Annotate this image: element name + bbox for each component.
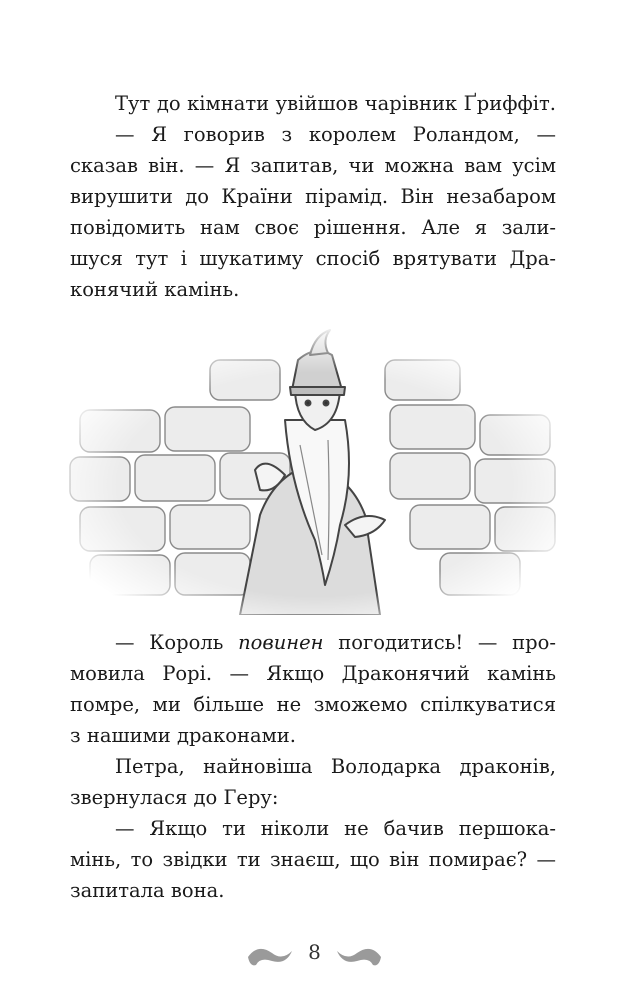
text-fragment: — Король — [115, 631, 239, 654]
text-line: помре, ми більше не зможемо спілкуватися — [70, 693, 556, 716]
text-line: — Я говорив з королем Роландом, — — [115, 123, 556, 146]
text-line: Тут до кімнати увійшов чарівник Ґриффіт. — [115, 92, 556, 115]
text-line: сказав він. — Я запитав, чи можна вам усім — [70, 154, 556, 177]
top-text-block — [70, 88, 556, 305]
emphasis-text: повинен — [238, 631, 324, 654]
page-number: 8 — [308, 940, 321, 964]
text-line: конячий камінь. — [70, 278, 240, 301]
text-line: Петра, найновіша Володарка драконів, — [115, 755, 556, 778]
text-line: — Якщо ти ніколи не бачив першока- — [115, 817, 556, 840]
text-fragment: погодитись! — про- — [323, 631, 556, 654]
text-line: звернулася до Геру: — [70, 786, 279, 809]
text-line: повідомить нам своє рішення. Але я зали- — [70, 216, 556, 239]
text-line — [70, 627, 556, 658]
text-line: запитала вона. — [70, 879, 225, 902]
text-line: шуся тут і шукатиму спосіб врятувати Дра- — [70, 247, 556, 270]
text-line: вирушити до Країни пірамід. Він незабаром — [70, 185, 556, 208]
text-line: мовила Рорі. — Якщо Драконячий камінь — [70, 662, 556, 685]
text-line: мінь, то звідки ти знаєш, що він помирає? — — [70, 848, 556, 871]
text-line: з нашими драконами. — [70, 724, 296, 747]
bottom-text-block — [70, 627, 556, 906]
wizard-illustration — [60, 325, 570, 615]
